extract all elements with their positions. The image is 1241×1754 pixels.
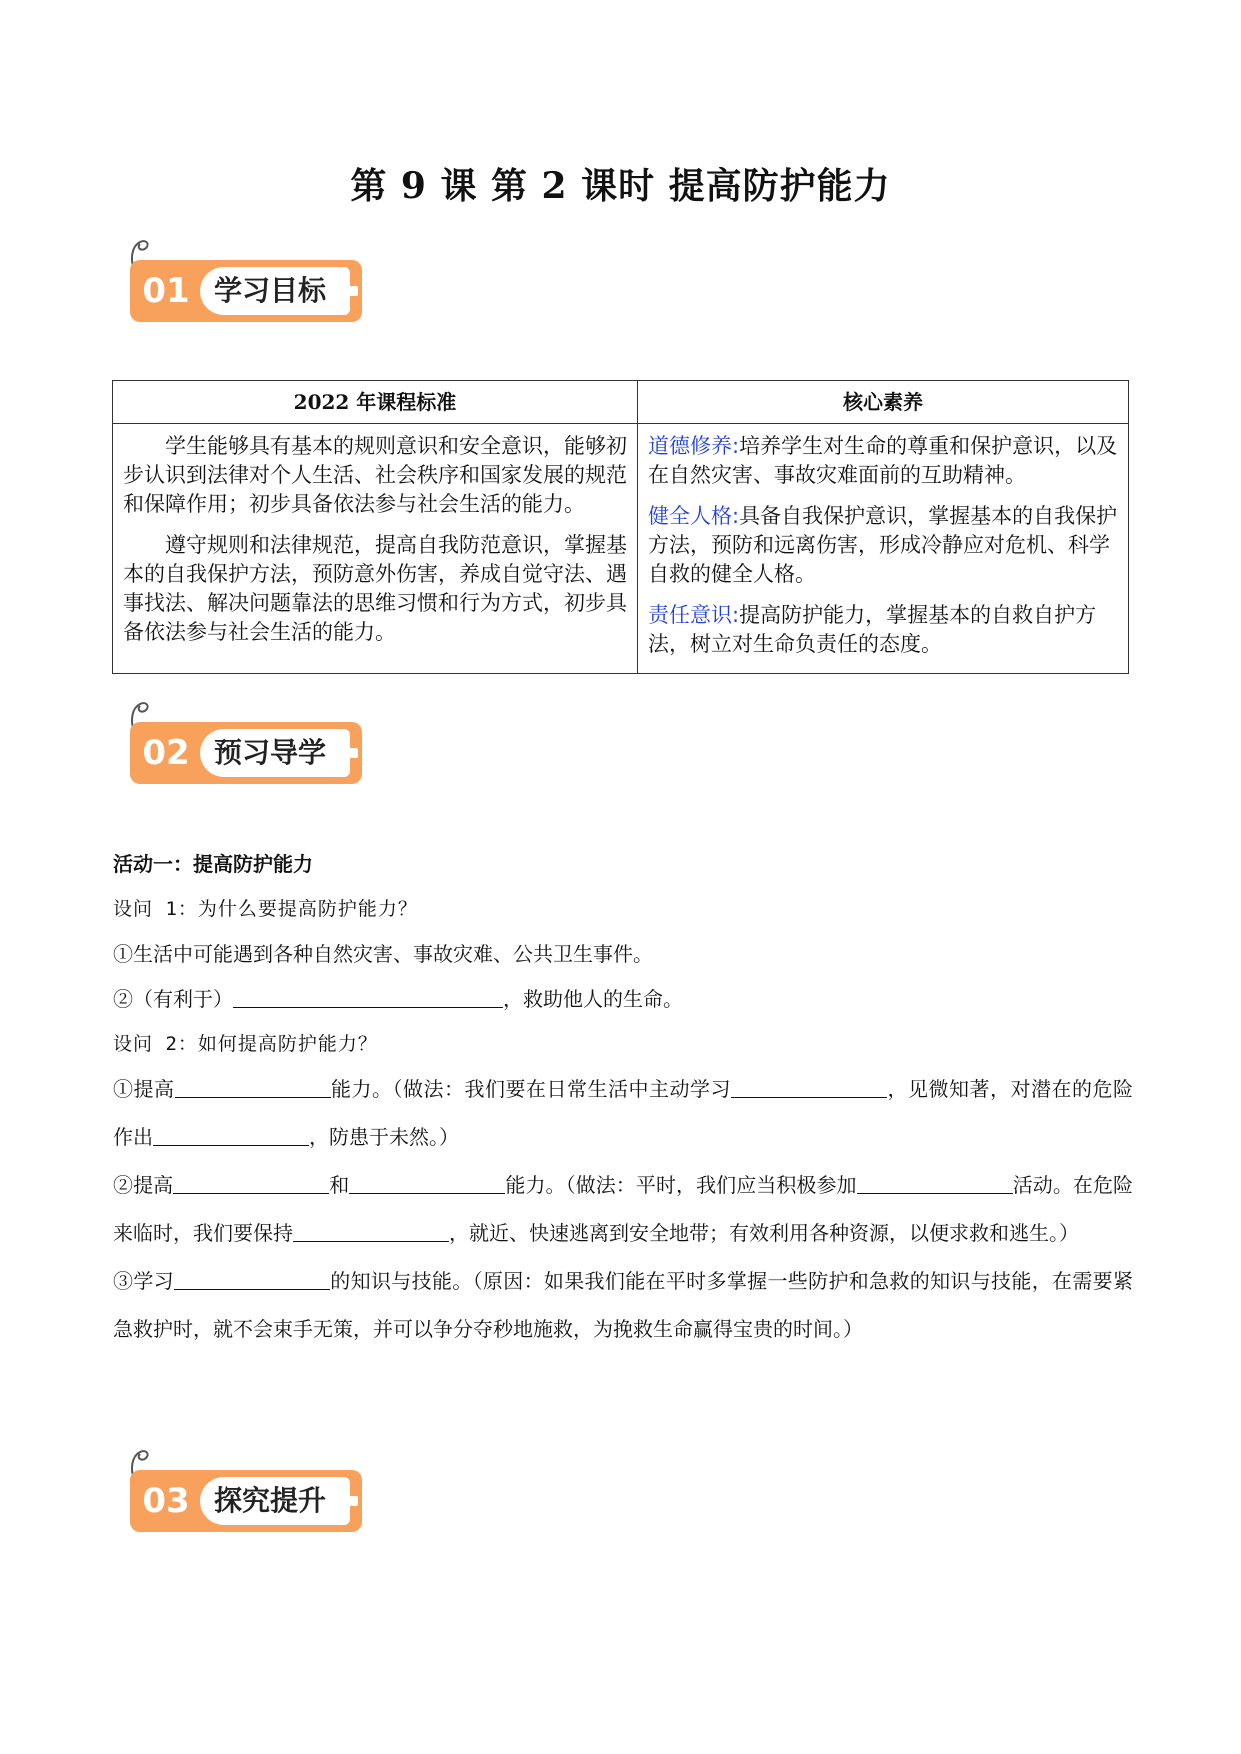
answer-line: ①生活中可能遇到各种自然灾害、事故灾难、公共卫生事件。 [113,942,653,966]
badge-label-box [200,729,350,777]
fill-blank[interactable] [857,1171,1013,1194]
answer-text: 和 [329,1173,350,1197]
answer-text: ①提高 [113,1077,175,1101]
core-item-text: 培养学生对生命的尊重和保护意识，以及在自然灾害、事故灾难面前的互助精神。 [648,434,1118,487]
answer-paragraph [113,1161,1133,1257]
answer-text: ，就近、快速逃离到安全地带；有效利用各种资源，以便求救和逃生。） [449,1221,1079,1245]
question-2: 设问 2：如何提高防护能力？ [113,1033,378,1055]
badge-label-box [200,1477,350,1525]
section-label: 学习目标 [214,274,327,307]
answer-text: ，防患于未然。） [309,1125,459,1149]
page-title: 第 9 课 第 2 课时 提高防护能力 [350,165,891,207]
fill-blank[interactable] [174,1267,330,1290]
answer-text: ，救助他人的生命。 [503,987,683,1011]
badge-body [130,722,362,784]
answer-text: ③学习 [113,1269,174,1293]
header-core-literacy: 核心素养 [638,381,1129,424]
table-row [113,424,1129,674]
answer-paragraph [113,1065,1133,1161]
fill-blank[interactable] [731,1075,887,1098]
activity-title: 活动一：提高防护能力 [113,852,313,876]
badge-body [130,260,362,322]
fill-blank[interactable] [175,1075,331,1098]
badge-tab [348,286,358,296]
fill-blank[interactable] [233,985,503,1008]
core-literacy-cell [638,424,1129,674]
section-badge-01 [128,238,368,338]
badge-body [130,1470,362,1532]
badge-label-box [200,267,350,315]
standard-paragraph: 学生能够具有基本的规则意识和安全意识，能够初步认识到法律对个人生活、社会秩序和国家发展的规范和保障作用；初步具备依法参与社会生活的能力。 [123,434,627,516]
question-1: 设问 1：为什么要提高防护能力？ [113,898,418,920]
table-header-row [113,381,1129,424]
badge-tab [348,748,358,758]
section-number: 02 [142,733,190,773]
core-item-text: 具备自我保护意识，掌握基本的自我保护方法，预防和远离伤害，形成冷静应对危机、科学自救的健全人格。 [648,504,1118,586]
answer-paragraph [113,1257,1133,1353]
section-label: 探究提升 [214,1484,327,1517]
badge-tab [348,1496,358,1506]
section-label: 预习导学 [214,736,327,769]
fill-blank[interactable] [349,1171,505,1194]
core-item-label: 道德修养: [648,434,740,458]
header-curriculum-standard: 2022 年课程标准 [113,381,638,424]
core-item-label: 责任意识: [648,603,740,627]
standard-paragraph: 遵守规则和法律规范，提高自我防范意识，掌握基本的自我保护方法，预防意外伤害，养成自觉守法、遇事找法、解决问题靠法的思维习惯和行为方式，初步具备依法参与社会生活的能力。 [123,533,627,644]
answer-text: 能力。（做法：平时，我们应当积极参加 [505,1173,857,1197]
section-badge-03 [128,1448,368,1548]
core-item [648,502,1118,589]
standards-cell [113,424,638,674]
answer-text: 能力。（做法：我们要在日常生活中主动学习 [330,1077,731,1101]
section-number: 03 [142,1481,190,1521]
goals-table [112,380,1129,674]
section-badge-02 [128,700,368,800]
fill-blank[interactable] [153,1123,309,1146]
activity-section [113,850,1133,1353]
answer-line [113,985,1133,1030]
core-item-text: 提高防护能力，掌握基本的自救自护方法，树立对生命负责任的态度。 [648,603,1097,656]
answer-text: 的知识与技能。（原因：如果我们能在平时多掌握一些防护和急救的知识与技能，在需要紧急救护时，就不会束手无策，并可以争分夺秒地施救，为挽救生命赢得宝贵的时间。） [113,1269,1134,1341]
core-item-label: 健全人格: [648,504,740,528]
fill-blank[interactable] [173,1171,329,1194]
section-number: 01 [142,271,190,311]
core-item [648,601,1118,659]
answer-text: ②（有利于） [113,987,233,1011]
core-item [648,432,1118,490]
answer-text: 活动。在危险来临时，我们要保持 [113,1173,1134,1245]
fill-blank[interactable] [293,1219,449,1242]
answer-text: ②提高 [113,1173,174,1197]
answer-text: ，见微知著，对潜在的危险作出 [113,1077,1133,1149]
